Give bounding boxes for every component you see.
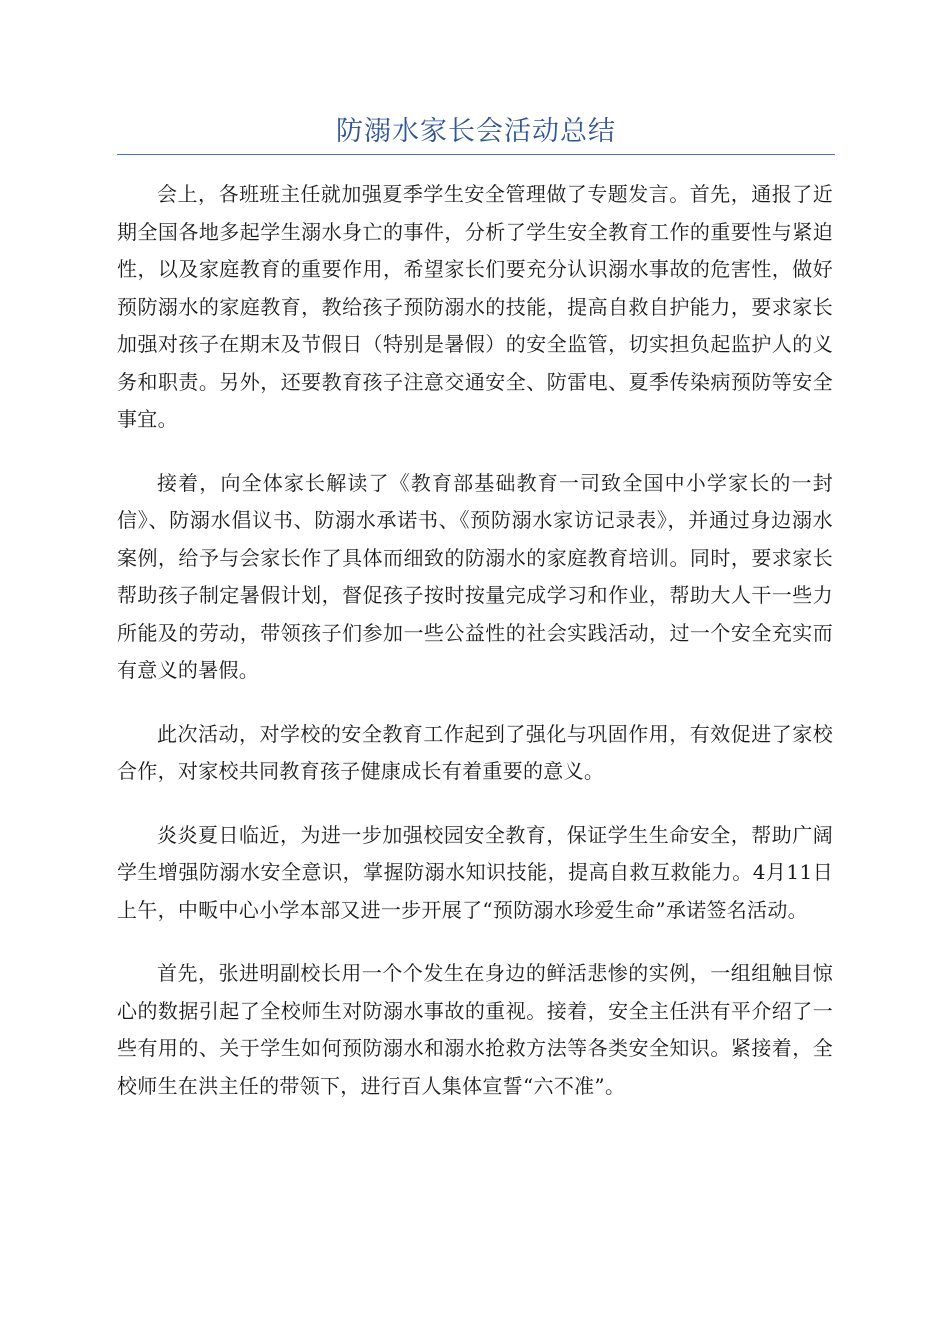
paragraph-3: 此次活动，对学校的安全教育工作起到了强化与巩固作用，有效促进了家校合作，对家校共同教育孩子健康成长有着重要的意义。 — [117, 721, 833, 783]
document-body — [117, 176, 833, 1131]
paragraph-5: 首先，张进明副校长用一个个发生在身边的鲜活悲惨的实例，一组组触目惊心的数据引起了全校师生对防溺水事故的重视。接着，安全主任洪有平介绍了一些有用的、关于学生如何预防溺水和溺水抢救方法等各类安全知识。紧接着，全校师生在洪主任的带领下，进行百人集体宣誓“六不准”。 — [117, 961, 833, 1098]
paragraph-1: 会上，各班班主任就加强夏季学生安全管理做了专题发言。首先，通报了近期全国各地多起学生溺水身亡的事件，分析了学生安全教育工作的重要性与紧迫性，以及家庭教育的重要作用，希望家长们要充分认识溺水事故的危害性，做好预防溺水的家庭教育，教给孩子预防溺水的技能，提高自救自护能力，要求家长加强对孩子在期末及节假日（特别是暑假）的安全监管，切实担负起监护人的义务和职责。另外，还要教育孩子注意交通安全、防雷电、夏季传染病预防等安全事宜。 — [117, 182, 833, 431]
paragraph-4: 炎炎夏日临近，为进一步加强校园安全教育，保证学生生命安全，帮助广阔学生增强防溺水安全意识，掌握防溺水知识技能，提高自救互救能力。4月11日上午，中畈中心小学本部又进一步开展了“预防溺水珍爱生命”承诺签名活动。 — [117, 822, 833, 922]
document-title: 防溺水家长会活动总结 — [336, 116, 616, 147]
title-underline — [117, 154, 835, 155]
paragraph-2: 接着，向全体家长解读了《教育部基础教育一司致全国中小学家长的一封信》、防溺水倡议书、防溺水承诺书、《预防溺水家访记录表》，并通过身边溺水案例，给予与会家长作了具体而细致的防溺水的家庭教育培训。同时，要求家长帮助孩子制定暑假计划，督促孩子按时按量完成学习和作业，帮助大人干一些力所能及的劳动，带领孩子们参加一些公益性的社会实践活动，过一个安全充实而有意义的暑假。 — [117, 470, 833, 682]
